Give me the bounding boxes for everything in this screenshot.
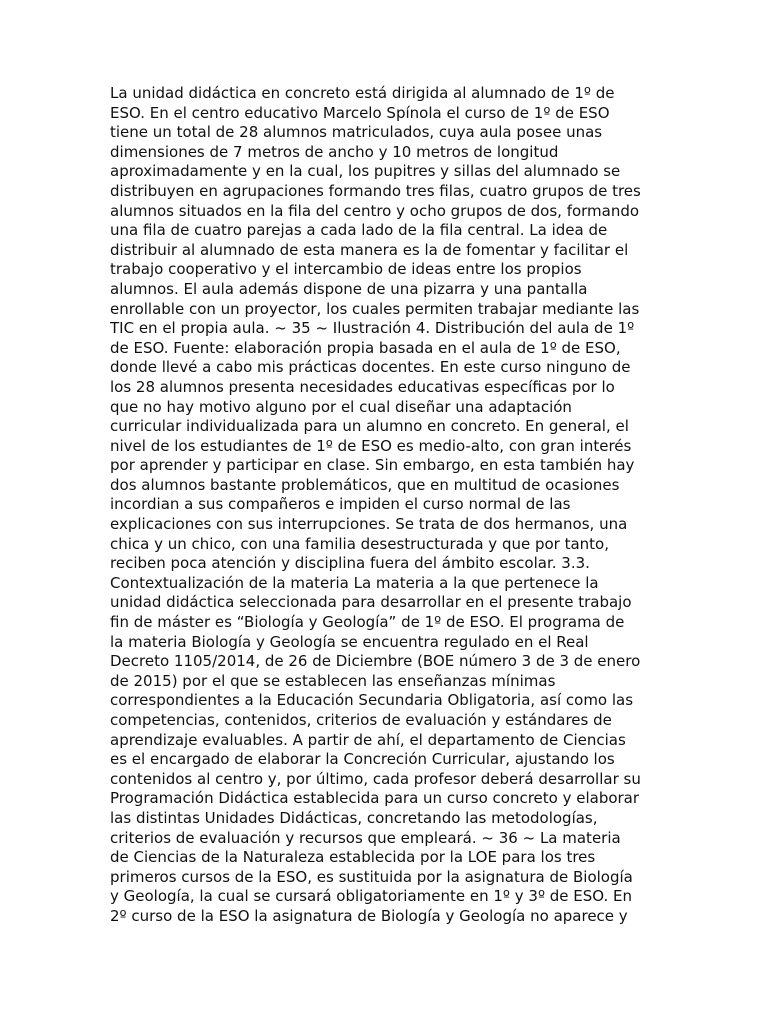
text-line: por aprender y participar en clase. Sin embargo, en esta también hay (110, 456, 635, 475)
text-line: aprendizaje evaluables. A partir de ahí, el departamento de Ciencias (110, 730, 626, 749)
text-line: unidad didáctica seleccionada para desarrollar en el presente trabajo (110, 593, 632, 612)
text-line: dos alumnos bastante problemáticos, que en multitud de ocasiones (110, 475, 620, 494)
text-line: donde llevé a cabo mis prácticas docentes. En este curso ninguno de (110, 358, 631, 377)
text-line: competencias, contenidos, criterios de evaluación y estándares de (110, 711, 612, 729)
body-paragraph (110, 84, 670, 927)
text-line: la materia Biología y Geología se encuentra regulado en el Real (110, 632, 589, 651)
text-line: ESO. En el centro educativo Marcelo Spínola el curso de 1º de ESO (110, 103, 610, 122)
text-line: una fila de cuatro parejas a cada lado de la fila central. La idea de (110, 221, 608, 240)
text-line: alumnos situados en la fila del centro y ocho grupos de dos, formando (110, 201, 640, 220)
text-line: tiene un total de 28 alumnos matriculados, cuya aula posee unas (110, 123, 603, 142)
text-line: La unidad didáctica en concreto está dirigida al alumnado de 1º de (110, 84, 615, 102)
text-line: primeros cursos de la ESO, es sustituida por la asignatura de Biología (110, 867, 633, 886)
text-line: Programación Didáctica establecida para un curso concreto y elaborar (110, 789, 640, 808)
text-line: fin de máster es “Biología y Geología” de 1º de ESO. El programa de (110, 613, 625, 632)
text-line: alumnos. El aula además dispone de una pizarra y una pantalla (110, 279, 588, 298)
text-line: distribuir al alumnado de esta manera es la de fomentar y facilitar el (110, 240, 629, 259)
text-line: dimensiones de 7 metros de ancho y 10 metros de longitud (110, 142, 559, 161)
text-line: de ESO. Fuente: elaboración propia basada en el aula de 1º de ESO, (110, 338, 621, 357)
text-line: aproximadamente y en la cual, los pupitres y sillas del alumnado se (110, 162, 621, 181)
text-line: trabajo cooperativo y el intercambio de ideas entre los propios (110, 260, 582, 279)
text-line: contenidos al centro y, por último, cada profesor deberá desarrollar su (110, 769, 641, 788)
text-line: los 28 alumnos presenta necesidades educativas específicas por lo (110, 377, 615, 396)
text-line: 2º curso de la ESO la asignatura de Biología y Geología no aparece y (110, 906, 628, 925)
text-line: nivel de los estudiantes de 1º de ESO es medio-alto, con gran interés (110, 436, 632, 455)
text-line: de Ciencias de la Naturaleza establecida por la LOE para los tres (110, 848, 596, 867)
text-line: correspondientes a la Educación Secundaria Obligatoria, así como las (110, 691, 634, 710)
text-line: explicaciones con sus interrupciones. Se trata de dos hermanos, una (110, 515, 628, 534)
text-line: TIC en el propia aula. ~ 35 ~ Ilustración 4. Distribución del aula de 1º (110, 319, 635, 338)
text-line: incordian a sus compañeros e impiden el curso normal de las (110, 495, 571, 514)
text-line: las distintas Unidades Didácticas, concretando las metodologías, (110, 808, 598, 827)
text-line: Decreto 1105/2014, de 26 de Diciembre (BOE número 3 de 3 de enero (110, 652, 641, 671)
text-line: que no hay motivo alguno por el cual diseñar una adaptación (110, 397, 572, 416)
text-line: y Geología, la cual se cursará obligatoriamente en 1º y 3º de ESO. En (110, 887, 633, 906)
text-line: distribuyen en agrupaciones formando tres filas, cuatro grupos de tres (110, 181, 641, 200)
text-line: Contextualización de la materia La materia a la que pertenece la (110, 573, 599, 592)
text-line: curricular individualizada para un alumno en concreto. En general, el (110, 417, 629, 436)
text-line: chica y un chico, con una familia desestructurada y que por tanto, (110, 534, 610, 553)
text-line: enrollable con un proyector, los cuales permiten trabajar mediante las (110, 299, 640, 318)
text-line: es el encargado de elaborar la Concreción Curricular, ajustando los (110, 750, 615, 769)
text-line: de 2015) por el que se establecen las enseñanzas mínimas (110, 671, 556, 690)
text-line: reciben poca atención y disciplina fuera del ámbito escolar. 3.3. (110, 554, 590, 573)
text-line: criterios de evaluación y recursos que empleará. ~ 36 ~ La materia (110, 828, 621, 847)
